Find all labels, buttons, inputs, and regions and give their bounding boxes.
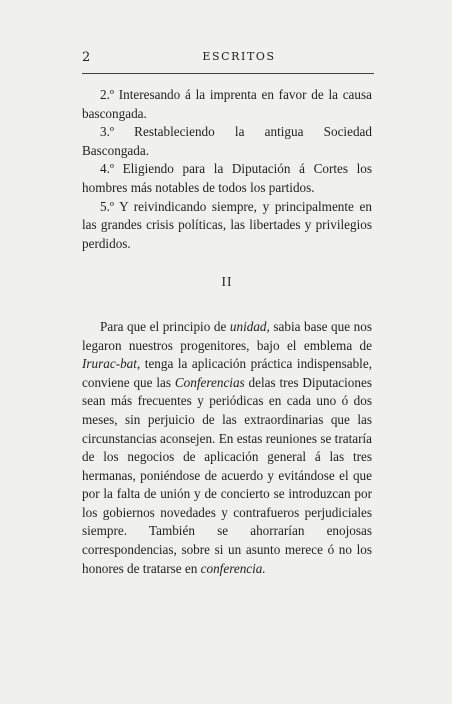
list-item: 2.º Interesando á la imprenta en favor de la causa bascongada. xyxy=(82,87,372,121)
header-rule xyxy=(82,73,374,74)
page-number: 2 xyxy=(82,50,91,65)
italic-term-conferencias: Conferencias xyxy=(174,374,245,390)
list-item: 4.º Eligiendo para la Diputación á Cortes los hombres más notables de todos los partidos. xyxy=(82,161,372,195)
section-number: II xyxy=(221,274,233,290)
paragraph-text: tenga la aplicación práctica indispensable, conviene que las xyxy=(82,356,372,390)
paragraph-text: sabia base que nos legaron nuestros progenitores, bajo el emblema de xyxy=(82,318,372,353)
running-title: ESCRITOS xyxy=(202,50,276,63)
italic-term-conferencia: conferencia. xyxy=(200,560,266,576)
page-header xyxy=(82,50,374,72)
paragraph-text: delas tres Diputaciones sean más frecuentes y periódicas en cada uno ó dos meses, sin perjuicio de las extraordinarias que las circunstancias aconsejen. En estas reuniones se trataría de los negocios de aplicación general á las tres hermanas, poniéndose de acuerdo y evitándose el que por la falta de unión y de concierto se introduzcan por los gobiernos novedades y contrafueros perjudiciales siempre. También se ahorrarían enojosas correspondencias, sobre si un asunto merece ó no los honores de tratarse en xyxy=(82,374,372,576)
paragraph-text: Para que el principio de xyxy=(100,318,230,334)
italic-term-irurac-bat: Irurac-bat, xyxy=(82,356,141,372)
list-item: 3.º Restableciendo la antigua Sociedad Bascongada. xyxy=(82,124,372,158)
page-body xyxy=(82,86,372,578)
body-paragraph xyxy=(82,318,372,578)
italic-term-unidad: unidad, xyxy=(229,318,270,334)
list-item: 5.º Y reivindicando siempre, y principalmente en las grandes crisis políticas, las libertades y privilegios perdidos. xyxy=(82,198,372,251)
